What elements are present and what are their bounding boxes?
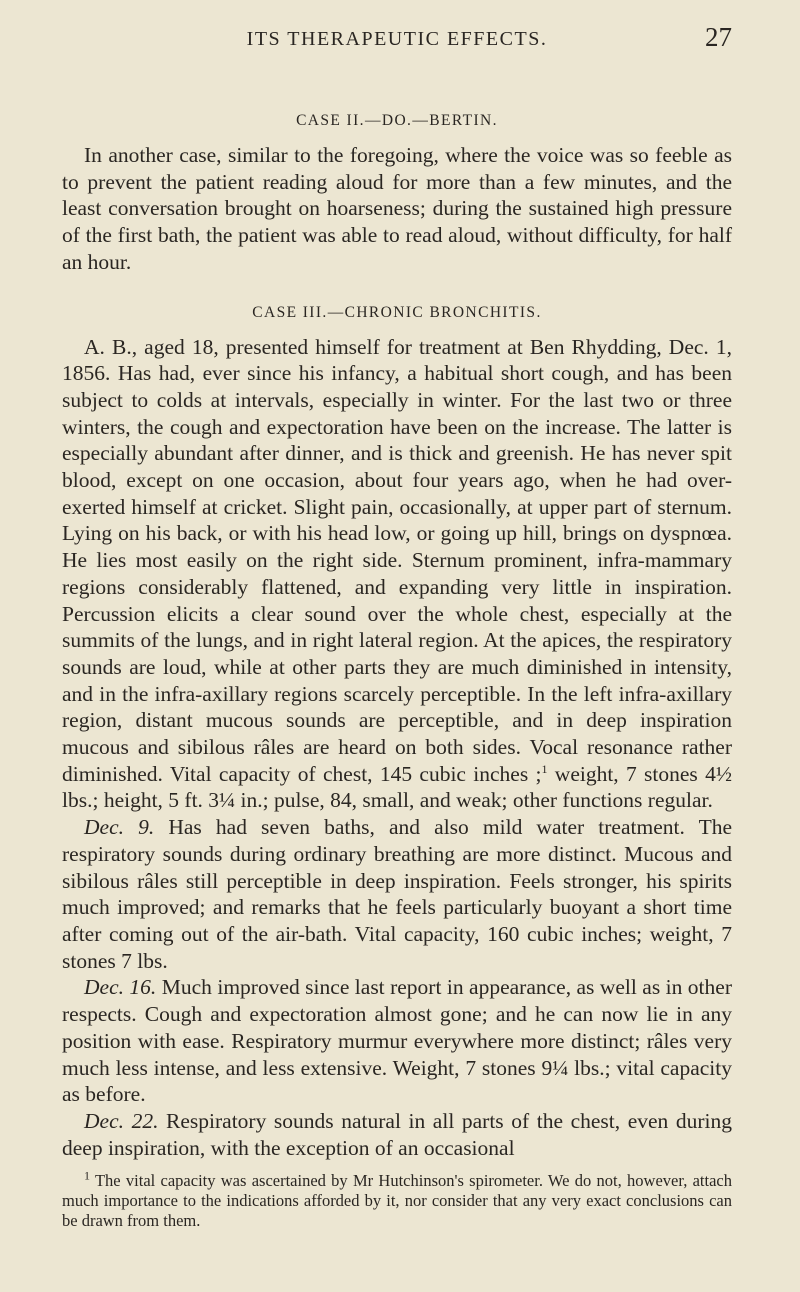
case-3-entry-dec-9 [62,814,732,974]
case-3-entry-dec-16 [62,974,732,1108]
case-3-heading: CASE III.—CHRONIC BRONCHITIS. [252,303,542,321]
running-head-title: ITS THERAPEUTIC EFFECTS. [246,28,548,50]
case-2-paragraph: In another case, similar to the foregoing, where the voice was so feeble as to prevent the patient reading aloud for more than a few minutes, and the least conversation brought on hoarseness; during the sustained high pressure of the first bath, the patient was able to read aloud, without difficulty, for half an hour. [62,143,732,274]
footnote-separator [62,1161,732,1171]
case-3-intro-paragraph [62,334,732,815]
case-3-intro-text: A. B., aged 18, presented himself for treatment at Ben Rhydding, Dec. 1, 1856. Has had, ever since his infancy, a habitual short cough, and has been subject to colds at intervals, especially in winter. For the last two or three winters, the cough and expectoration have been on the increase. The latter is especially abundant after dinner, and is thick and greenish. He has never spit blood, except on one occasion, about four years ago, when he had over-exerted himself at cricket. Slight pain, occasionally, at upper part of sternum. Lying on his back, or with his head low, or going up hill, brings on dyspnœa. He lies most easily on the right side. Sternum prominent, infra-mammary regions considerably flattened, and expanding very little in inspiration. Percussion elicits a clear sound over the whole chest, especially at the summits of the lungs, and in right lateral region. At the apices, the respiratory sounds are loud, while at other parts they are much diminished in intensity, and in the infra-axillary regions scarcely perceptible. In the left infra-axillary region, distant mucous sounds are perceptible, and in deep inspiration mucous and sibilous râles are heard on both sides. Vocal resonance rather diminished. Vital capacity of chest, 145 cubic inches ; [62,334,732,786]
entry-text: Has had seven baths, and also mild water treatment. The respiratory sounds during ordinary breathing are more distinct. Mucous and sibilous râles still perceptible in deep inspiration. Feels stronger, his spirits much improved; and remarks that he feels particularly buoyant a short time after coming out of the air-bath. Vital capacity, 160 cubic inches; weight, 7 stones 7 lbs. [62,815,732,973]
entry-text: Much improved since last report in appearance, as well as in other respects. Cough and expectoration almost gone; and he can now lie in any position with ease. Respiratory murmur everywhere more distinct; râles very much less intense, and less extensive. Weight, 7 stones 9¼ lbs.; vital capacity as before. [62,975,732,1107]
running-head [62,22,732,62]
entry-date: Dec. 9. [84,815,155,840]
footnote-marker: 1 [84,1168,90,1183]
case-2-heading: CASE II.—DO.—BERTIN. [296,112,498,129]
case-3-intro-text-continued: weight, 7 stones 4½ lbs.; height, 5 ft. 3¼ in.; pulse, 84, small, and weak; other functions regular. [62,761,732,813]
page-number: 27 [705,22,732,52]
footnote-reference: 1 [541,761,548,776]
entry-date: Dec. 16. [84,975,157,1000]
entry-text: Respiratory sounds natural in all parts of the chest, even during deep inspiration, with the exception of an occasional [62,1108,732,1160]
entry-date: Dec. 22. [84,1108,159,1133]
case-3-entry-dec-22 [62,1108,732,1161]
footnote-text: The vital capacity was ascertained by Mr Hutchinson's spirometer. We do not, however, attach much importance to the indications afforded by it, nor consider that any very exact conclusions can be drawn from them. [62,1171,732,1231]
footnote [62,1168,732,1231]
